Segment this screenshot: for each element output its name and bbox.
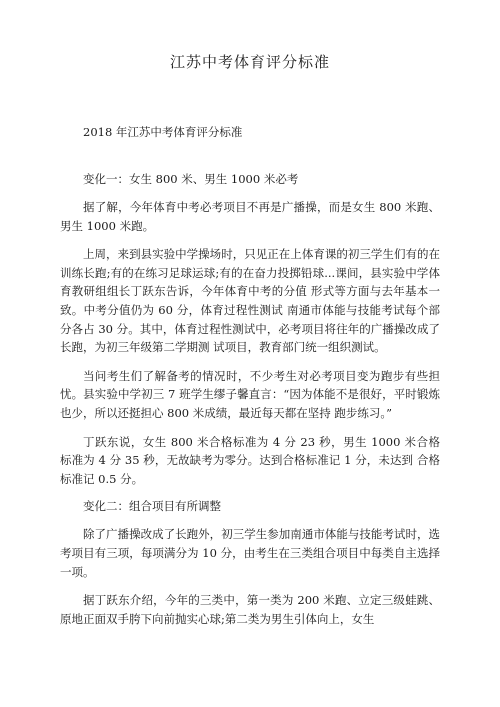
paragraph: 据丁跃东介绍，今年的三类中，第一类为 200 米跑、立定三级蛙跳、原地正面双手胯下向前抛实心球;第二类为男生引体向上，女生 [60,593,440,626]
document-title: 江苏中考体育评分标准 [169,53,330,71]
document-subtitle: 2018 年江苏中考体育评分标准 [83,125,243,139]
section-heading-2: 变化二：组合项目有所调整 [83,499,221,514]
paragraph: 上周，来到县实验中学操场时，只见正在上体育课的初三学生们有的在训练长跑;有的在练习足球运球;有的在奋力投掷铅球...课间，县实验中学体育教研组组长丁跃东告诉，今年体育中考的分值 形式等方面与去年基本一致。中考分值仍为 60 分，体育过程性测试 南通市体能与技能考试每个部分各占 30 分。其中，体育过程性测试中，必考项目将往年的广播操改成了长跑，为初三年级第二学期测 试项目，教育部门统一组织测试。 [60,247,440,355]
section-heading-1: 变化一：女生 800 米、男生 1000 米必考 [83,172,299,186]
paragraph: 据了解，今年体育中考必考项目不再是广播操，而是女生 800 米跑、男生 1000 米跑。 [60,200,440,233]
paragraph: 丁跃东说，女生 800 米合格标准为 4 分 23 秒，男生 1000 米合格 标准为 4 分 35 秒，无故缺考为零分。达到合格标准记 1 分，未达到 合格标准记 0.5 分。 [60,434,440,486]
paragraph: 当问考生们了解备考的情况时，不少考生对必考项目变为跑步有些担忧。县实验中学初三 7 班学生缪子馨直言：“因为体能不是很好，平时锻炼也少，所以还挺担心 800 米成绩，最近每天都在坚持 跑步练习。” [60,368,440,420]
paragraph: 除了广播操改成了长跑外，初三学生参加南通市体能与技能考试时，选考项目有三项，每项满分为 10 分，由考生在三类组合项目中每类自主选择一项。 [60,527,440,579]
